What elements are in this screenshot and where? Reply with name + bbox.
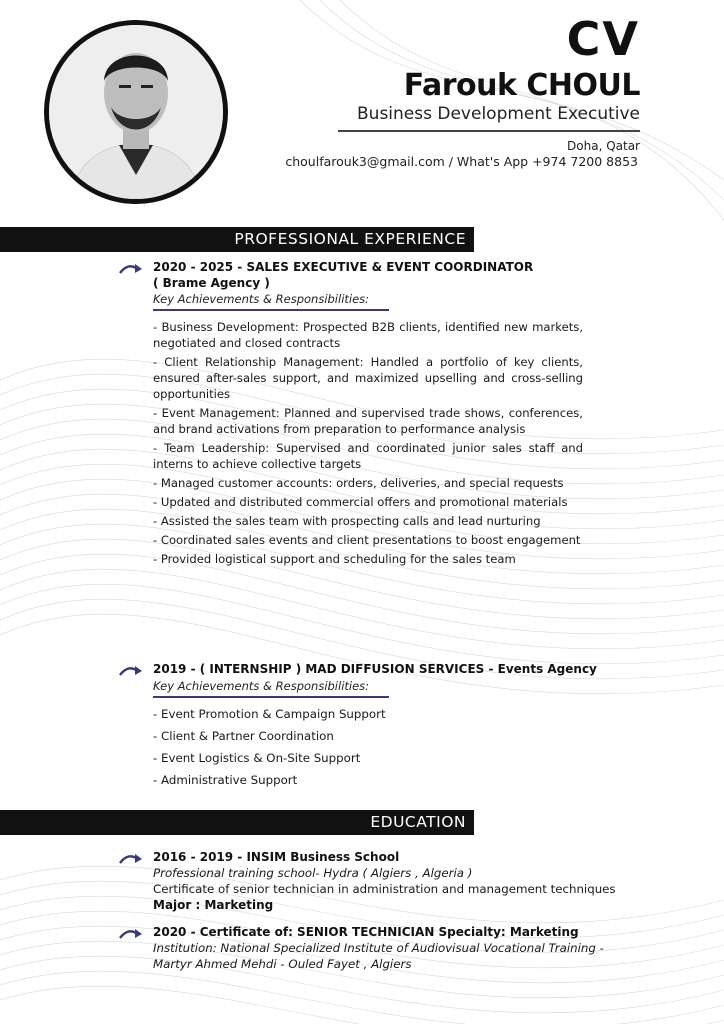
responsibilities-underline xyxy=(153,696,389,698)
job-company: ( Brame Agency ) xyxy=(153,276,270,290)
education-institution: Institution: National Specialized Institute of Audiovisual Vocational Training - xyxy=(153,941,604,955)
education-school: Professional training school- Hydra ( Algiers , Algeria ) xyxy=(153,866,473,880)
list-item: - Client Relationship Management: Handled a portfolio of key clients, ensured after-sales support, and maximized upselling and cross-selling opportunities xyxy=(153,355,583,401)
list-item: - Event Logistics & On-Site Support xyxy=(153,751,361,765)
list-item: - Client & Partner Coordination xyxy=(153,729,334,743)
profile-photo xyxy=(49,25,223,199)
list-item: - Updated and distributed commercial offers and promotional materials xyxy=(153,495,568,509)
section-heading-experience: PROFESSIONAL EXPERIENCE xyxy=(0,227,474,252)
profile-photo-frame xyxy=(44,20,228,204)
list-item: - Managed customer accounts: orders, deliveries, and special requests xyxy=(153,476,564,490)
location: Doha, Qatar xyxy=(567,139,640,153)
contact-info: choulfarouk3@gmail.com / What's App +974 7200 8853 xyxy=(285,154,638,169)
list-item: - Assisted the sales team with prospecting calls and lead nurturing xyxy=(153,514,541,528)
list-item: - Administrative Support xyxy=(153,773,298,787)
list-item: - Team Leadership: Supervised and coordinated junior sales staff and interns to achieve collective targets xyxy=(153,441,583,471)
responsibilities-underline xyxy=(153,309,389,311)
candidate-name: Farouk CHOUL xyxy=(403,68,640,103)
list-item: - Provided logistical support and scheduling for the sales team xyxy=(153,552,516,566)
job-heading: 2020 - 2025 - SALES EXECUTIVE & EVENT COORDINATOR xyxy=(153,260,534,274)
section-heading-education: EDUCATION xyxy=(0,810,474,835)
experience-entry xyxy=(118,662,597,794)
responsibility-list xyxy=(153,319,583,570)
education-entry xyxy=(118,850,616,922)
responsibilities-label: Key Achievements & Responsibilities: xyxy=(153,679,370,693)
education-certificate: Certificate of senior technician in administration and management techniques xyxy=(153,882,616,896)
person-silhouette-icon xyxy=(49,25,223,199)
arrow-icon xyxy=(118,852,144,866)
education-entry xyxy=(118,925,604,977)
list-item: - Coordinated sales events and client presentations to boost engagement xyxy=(153,533,581,547)
arrow-icon xyxy=(118,664,144,678)
list-item: - Event Promotion & Campaign Support xyxy=(153,707,386,721)
education-heading: 2016 - 2019 - INSIM Business School xyxy=(153,850,400,864)
responsibilities-label: Key Achievements & Responsibilities: xyxy=(153,292,370,306)
arrow-icon xyxy=(118,262,144,276)
job-title: Business Development Executive xyxy=(357,104,640,124)
arrow-icon xyxy=(118,927,144,941)
job-heading: 2019 - ( INTERNSHIP ) MAD DIFFUSION SERVICES - Events Agency xyxy=(153,662,597,676)
list-item: - Business Development: Prospected B2B clients, identified new markets, negotiated and closed contracts xyxy=(153,320,583,350)
education-major: Major : Marketing xyxy=(153,898,274,912)
list-item: - Event Management: Planned and supervised trade shows, conferences, and brand activations from preparation to performance analysis xyxy=(153,406,583,436)
education-heading: 2020 - Certificate of: SENIOR TECHNICIAN Specialty: Marketing xyxy=(153,925,579,939)
title-divider xyxy=(338,130,640,132)
cv-label: CV xyxy=(566,12,640,66)
education-location: Martyr Ahmed Mehdi - Ouled Fayet , Algiers xyxy=(153,957,412,971)
experience-entry xyxy=(118,262,588,642)
